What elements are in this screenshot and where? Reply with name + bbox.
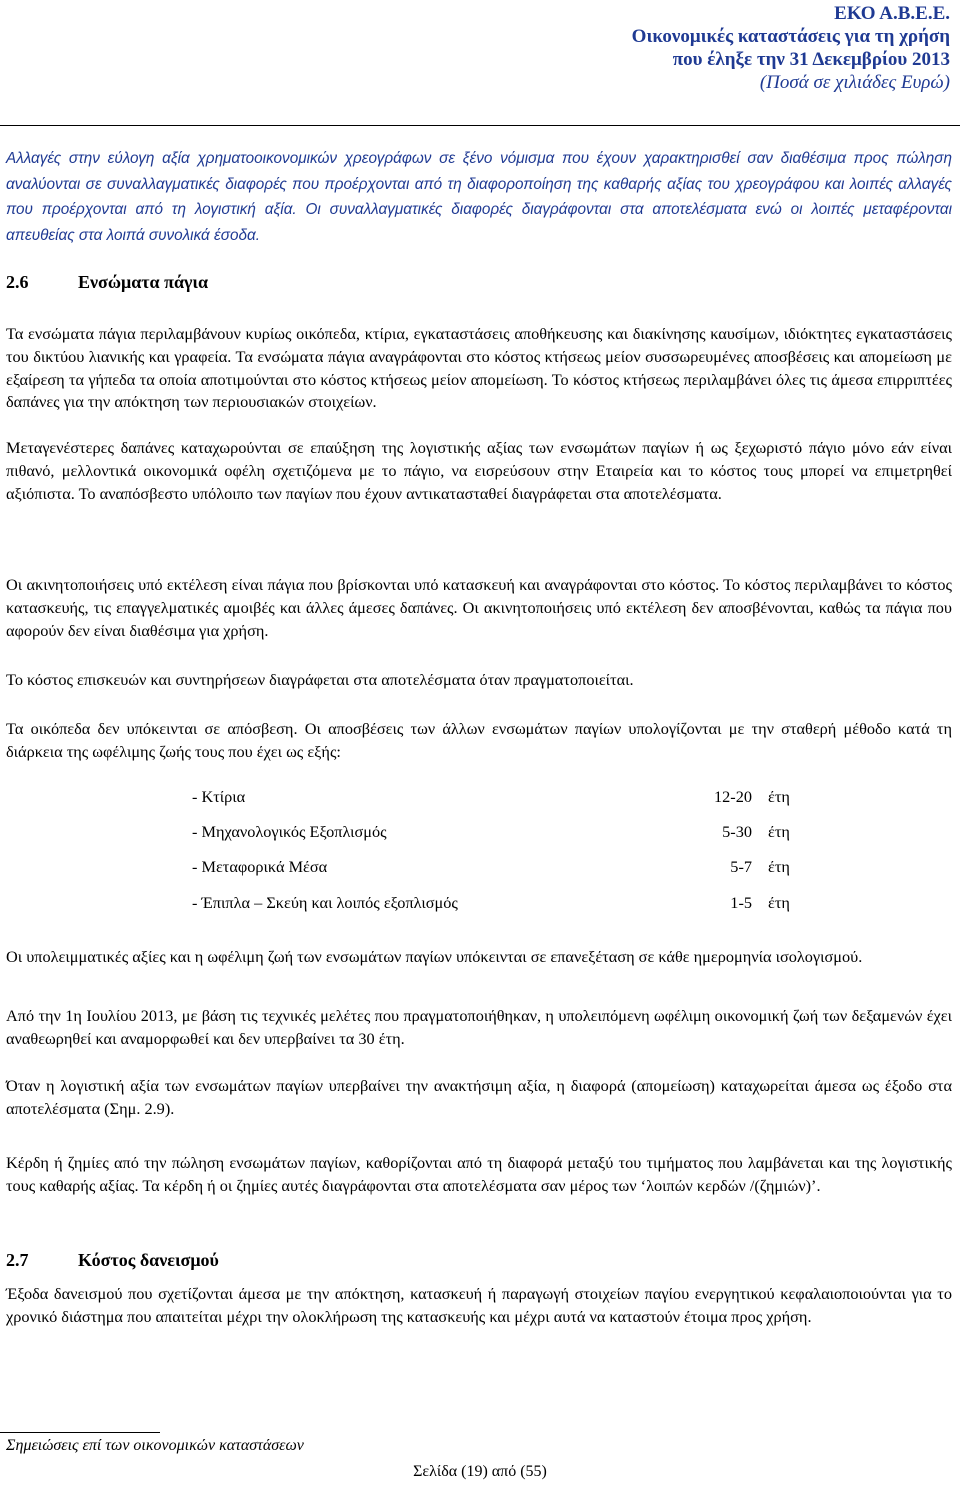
footer-divider — [0, 1432, 160, 1433]
paragraph: Οι υπολειμματικές αξίες και η ωφέλιμη ζωή των ενσωμάτων παγίων υπόκεινται σε επανεξέταση σε κάθε ημερομηνία ισολογισμού. — [6, 947, 863, 966]
paragraph: Το κόστος επισκευών και συντηρήσεων διαγράφεται στα αποτελέσματα όταν πραγματοποιείται. — [6, 670, 634, 689]
section-heading-2-7 — [6, 1249, 219, 1271]
header-divider — [0, 125, 960, 126]
paragraph: Μεταγενέστερες δαπάνες καταχωρούνται σε επαύξηση της λογιστικής αξίας των ενσωμάτων παγίων ή ως ξεχωριστό πάγιο μόνο εάν είναι πιθανό, μελλοντικά οικονομικά οφέλη σχετιζόμενα με το πάγιο, να εισρεύσουν στην Εταιρεία και το κόστος τους μπορεί να επιμετρηθεί αξιόπιστα. Το αναπόσβεστο υπόλοιπο των παγίων που έχουν αντικατασταθεί διαγράφεται στα αποτελέσματα. — [6, 438, 952, 503]
paragraph: Έξοδα δανεισμού που σχετίζονται άμεσα με την απόκτηση, κατασκευή ή παραγωγή στοιχείων παγίου ενεργητικού κεφαλαιοποιούνται για το χρονικό διάστημα που απαιτείται μέχρι την ολοκλήρωση της κατασκευής και μέχρι αυτά να καταστούν έτοιμα προς χρήση. — [6, 1284, 952, 1326]
useful-life-years: 5-30 — [722, 822, 752, 841]
section-heading-2-6 — [6, 271, 208, 293]
years-unit: έτη — [768, 822, 790, 841]
document-header — [632, 2, 950, 94]
useful-life-row — [192, 786, 812, 808]
asset-category: - Μεταφορικά Μέσα — [192, 857, 328, 876]
useful-life-row — [192, 821, 812, 843]
statements-period: που έληξε την 31 Δεκεμβρίου 2013 — [672, 49, 950, 70]
paragraph: Οι ακινητοποιήσεις υπό εκτέλεση είναι πάγια που βρίσκονται υπό κατασκευή και αναγράφονται στο κόστος. Το κόστος περιλαμβάνει το κόστος κατασκευής, τις επαγγελματικές αμοιβές και άλλες άμεσες δαπάνες. Οι ακινητοποιήσεις υπό εκτέλεση δεν αποσβένονται, καθώς τα πάγια που αφορούν δεν είναι διαθέσιμα για χρήση. — [6, 575, 952, 640]
paragraph: Από την 1η Ιουλίου 2013, με βάση τις τεχνικές μελέτες που πραγματοποιήθηκαν, η υπολειπόμενη ωφέλιμη οικονομική ζωή των δεξαμενών έχει αναθεωρηθεί και αναμορφωθεί και δεν υπερβαίνει τα 30 έτη. — [6, 1006, 952, 1048]
years-unit: έτη — [768, 893, 790, 912]
useful-life-row — [192, 892, 812, 914]
intro-paragraph: Αλλαγές στην εύλογη αξία χρηματοοικονομικών χρεογράφων σε ξένο νόμισμα που έχουν χαρακτηρισθεί σαν διαθέσιμα προς πώληση αναλύονται σε συναλλαγματικές διαφορές που προέρχονται από τη διαφοροποίηση της καθαρής αξίας του χρεογράφου και λοιπές αλλαγές που προέρχονται από τη λογιστική αξία. Οι συναλλαγματικές διαφορές διαγράφονται στα αποτελέσματα ενώ οι λοιπές μεταφέρονται απευθείας στα λοιπά συνολικά έσοδα. — [6, 150, 952, 244]
company-name: ΕΚΟ Α.Β.Ε.Ε. — [834, 3, 950, 24]
asset-category: - Μηχανολογικός Εξοπλισμός — [192, 822, 387, 841]
paragraph: Τα ενσώματα πάγια περιλαμβάνουν κυρίως οικόπεδα, κτίρια, εγκαταστάσεις αποθήκευσης και διακίνησης καυσίμων, ιδιόκτητες εγκαταστάσεις του δικτύου λιανικής και γραφεία. Τα ενσώματα πάγια αναγράφονται στο κόστος κτήσεως μείον συσσωρευμένες αποσβέσεις και απομείωση με εξαίρεση τα γήπεδα τα οποία αποτιμούνται στο κόστος κτήσεως μείον απομείωση. Το κόστος κτήσεως περιλαμβάνει όλες τις άμεσα επιρριπτέες δαπάνες για την απόκτηση των περιουσιακών στοιχείων. — [6, 324, 952, 412]
footer-note: Σημειώσεις επί των οικονομικών καταστάσεων — [6, 1437, 304, 1454]
years-unit: έτη — [768, 787, 790, 806]
asset-category: - Κτίρια — [192, 787, 246, 806]
amount-units: (Ποσά σε χιλιάδες Ευρώ) — [759, 72, 950, 93]
paragraph: Όταν η λογιστική αξία των ενσωμάτων παγίων υπερβαίνει την ανακτήσιμη αξία, η διαφορά (απομείωση) καταχωρείται άμεσα ως έξοδο στα αποτελέσματα (Σημ. 2.9). — [6, 1076, 952, 1118]
paragraph: Τα οικόπεδα δεν υπόκεινται σε απόσβεση. Οι αποσβέσεις των άλλων ενσωμάτων παγίων υπολογίζονται με την σταθερή μέθοδο κατά τη διάρκεια της ωφέλιμης ζωής τους που έχει ως εξής: — [6, 719, 952, 761]
useful-life-years: 1-5 — [730, 893, 752, 912]
page-number: Σελίδα (19) από (55) — [413, 1463, 547, 1480]
years-unit: έτη — [768, 857, 790, 876]
useful-life-years: 12-20 — [714, 787, 752, 806]
statements-title: Οικονομικές καταστάσεις για τη χρήση — [631, 26, 950, 47]
asset-category: - Έπιπλα – Σκεύη και λοιπός εξοπλισμός — [192, 893, 458, 912]
useful-life-years: 5-7 — [730, 857, 752, 876]
section-title: Κόστος δανεισμού — [78, 1250, 219, 1270]
section-number: 2.6 — [6, 272, 29, 292]
paragraph: Κέρδη ή ζημίες από την πώληση ενσωμάτων παγίων, καθορίζονται από τη διαφορά μεταξύ του τιμήματος που λαμβάνεται και της λογιστικής τους καθαρής αξίας. Τα κέρδη ή οι ζημίες αυτές διαγράφονται στα αποτελέσματα σαν μέρος των ‘λοιπών κερδών /(ζημιών)’. — [6, 1153, 952, 1195]
useful-life-row — [192, 856, 812, 878]
section-title: Ενσώματα πάγια — [78, 272, 209, 292]
section-number: 2.7 — [6, 1250, 29, 1270]
